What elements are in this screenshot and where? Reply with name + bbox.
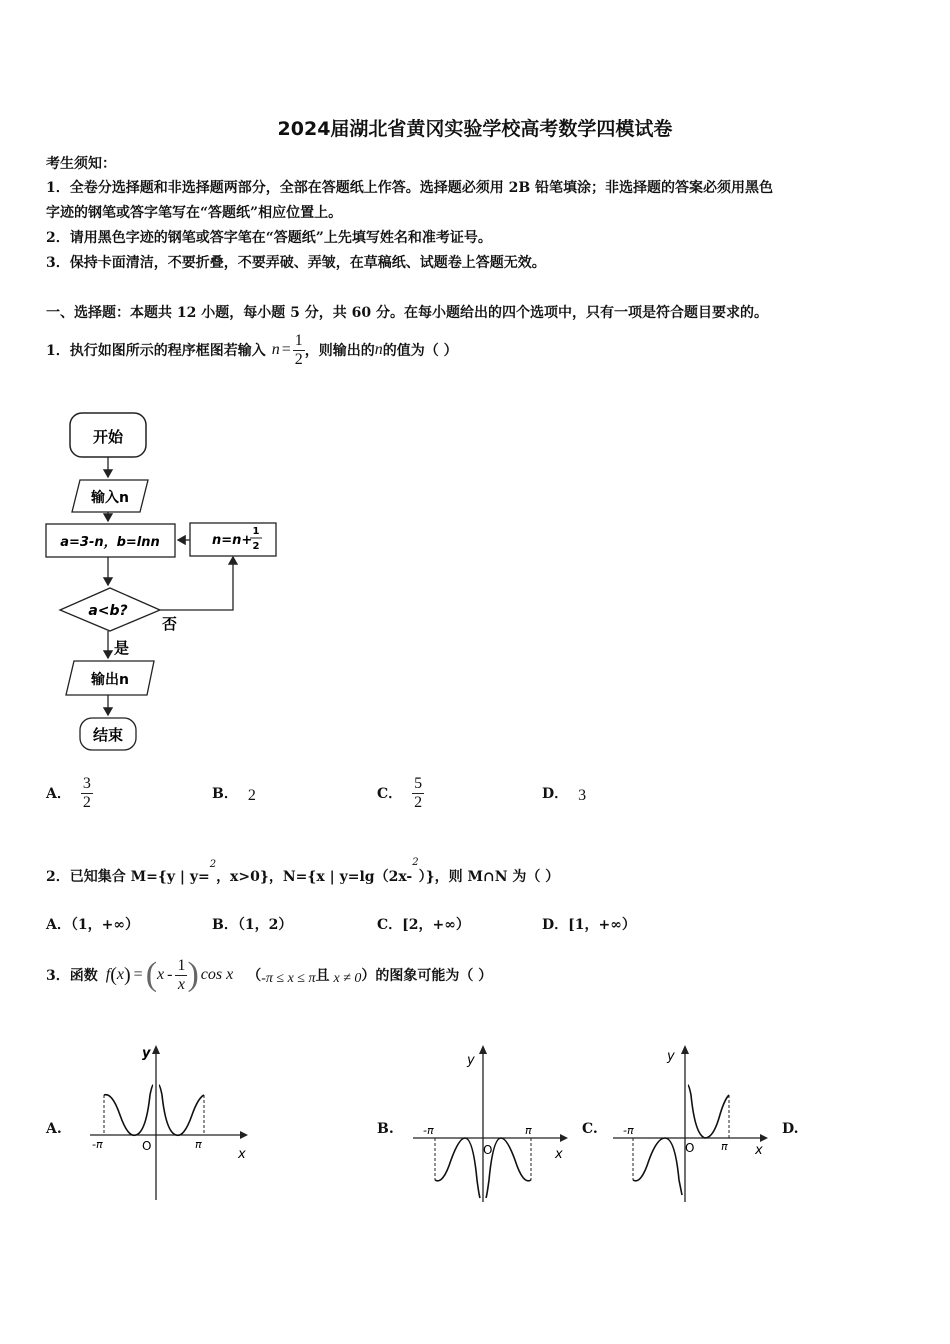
q3-minus: - <box>167 966 173 983</box>
q1-input-fraction <box>293 332 305 369</box>
notice-line-1b: 字迹的钢笔或答字笔写在“答题纸”相应位置上。 <box>46 205 343 221</box>
q2-option-d-label: D． <box>542 917 569 933</box>
graph-a-pi-label: π <box>195 1138 202 1151</box>
q3-graph-b <box>405 1040 580 1205</box>
q2-option-c-value: [2，+∞） <box>402 917 470 933</box>
q1-option-a-label: A． <box>46 786 71 802</box>
question-3-stem <box>46 950 492 1000</box>
q3-prefix: 3．函数 <box>46 968 98 984</box>
q3-big-paren-close: ) <box>187 956 199 993</box>
notice-line-3: 3．保持卡面清洁，不要折叠，不要弄破、弄皱，在草稿纸、试题卷上答题无效。 <box>46 255 546 271</box>
graph-c-neg-pi-label: -π <box>623 1124 634 1137</box>
flow-output-label: 输出n <box>91 672 129 688</box>
q2-sup-1: 2 <box>209 859 217 871</box>
q3-cond-open: （ <box>247 968 262 984</box>
q2-option-a[interactable] <box>46 914 139 934</box>
q3-frac-num: 1 <box>177 956 186 974</box>
graph-b-x-label: x <box>555 1147 563 1162</box>
flow-update-label: n=n+ <box>212 533 253 548</box>
q2-sup-2: 2 <box>412 857 419 869</box>
q1-option-a-num: 3 <box>82 774 91 792</box>
q1-option-c-fraction <box>412 775 424 812</box>
q1-option-d[interactable] <box>542 770 586 816</box>
q1-option-b[interactable] <box>212 770 256 816</box>
flow-assign-label: a=3-n，b=lnn <box>60 535 160 550</box>
graph-b-pi-label: π <box>525 1124 532 1137</box>
graph-b-origin-label: O <box>483 1143 493 1157</box>
q2-option-a-value: （1，+∞） <box>70 917 140 933</box>
flow-no-label: 否 <box>162 615 178 633</box>
q3-cond-and: 且 <box>315 968 330 984</box>
q3-option-b-label[interactable]: B. <box>377 1121 394 1137</box>
q3-cond-range: -π ≤ x ≤ π <box>261 971 316 986</box>
q1-option-a[interactable] <box>46 770 93 816</box>
q2-stem-a: 2．已知集合 M={y | y= <box>46 869 210 885</box>
q3-graph-a <box>80 1040 265 1205</box>
graph-c-pi-label: π <box>721 1140 728 1153</box>
q1-frac-num: 1 <box>294 331 303 349</box>
q1-option-c[interactable] <box>377 770 424 816</box>
page-title: 2024届湖北省黄冈实验学校高考数学四模试卷 <box>277 118 673 140</box>
q3-x-2: x <box>157 966 165 983</box>
q2-option-b-label: B． <box>212 917 238 933</box>
q2-option-d-value: [1，+∞） <box>568 917 636 933</box>
q1-option-b-label: B． <box>212 786 238 802</box>
flow-yes-label: 是 <box>114 639 130 657</box>
q2-option-c[interactable] <box>377 914 470 934</box>
flow-end-label: 结束 <box>92 726 124 744</box>
notice-line-2: 2．请用黑色字迹的钢笔或答字笔在“答题纸”上先填写姓名和准考证号。 <box>46 230 492 246</box>
graph-a-x-label: x <box>238 1147 246 1162</box>
q1-suffix-var: n <box>374 341 383 358</box>
q1-var-n: n <box>271 341 280 358</box>
q3-suffix: ）的图象可能为（ ） <box>361 968 493 984</box>
question-2-stem <box>46 857 560 886</box>
q2-stem-c: ）}，则 M∩N 为（ ） <box>418 869 560 885</box>
q1-option-d-value: 3 <box>578 787 587 804</box>
graph-a-origin-label: O <box>142 1139 152 1153</box>
graph-b-neg-pi-label: -π <box>423 1124 434 1137</box>
q3-option-a-label[interactable]: A. <box>46 1121 62 1137</box>
q2-stem-b: ，x>0}，N={x | y=lg（2x- <box>216 869 413 885</box>
flow-update-num: 1 <box>252 526 260 537</box>
q1-option-d-label: D． <box>542 786 569 802</box>
q3-f: f <box>105 966 111 983</box>
q1-option-c-den: 2 <box>414 793 423 811</box>
q1-frac-den: 2 <box>294 350 303 368</box>
q2-option-b-value: （1，2） <box>237 917 293 933</box>
q3-option-d-label[interactable]: D. <box>782 1121 799 1137</box>
q3-option-c-label[interactable]: C. <box>582 1121 598 1137</box>
q3-cos: cos x <box>200 966 234 983</box>
q1-prefix: 1．执行如图所示的程序框图若输入 <box>46 343 266 359</box>
graph-c-y-label: y <box>667 1049 675 1064</box>
q1-eq: = <box>281 341 291 358</box>
q1-option-c-num: 5 <box>414 774 423 792</box>
q3-frac-den: x <box>175 975 187 994</box>
q1-option-b-value: 2 <box>247 787 256 804</box>
graph-a-y-label: y <box>142 1046 151 1061</box>
q2-option-c-label: C． <box>377 917 403 933</box>
flow-input-label: 输入n <box>91 490 129 506</box>
q1-suffix-a: ，则输出的 <box>304 343 375 359</box>
q3-fraction <box>175 957 187 994</box>
q1-option-a-fraction <box>81 775 93 812</box>
q2-option-b[interactable] <box>212 914 292 934</box>
flow-condition-label: a<b? <box>88 603 128 619</box>
q3-eq: = <box>133 966 143 983</box>
notice-heading: 考生须知： <box>46 156 116 172</box>
graph-c-origin-label: O <box>685 1141 695 1155</box>
q1-suffix-b: 的值为（ ） <box>382 343 458 359</box>
q1-option-a-den: 2 <box>82 793 91 811</box>
graph-c-x-label: x <box>755 1143 763 1158</box>
flow-start-label: 开始 <box>92 428 124 446</box>
q3-x: x <box>116 966 124 983</box>
flow-update-den: 2 <box>252 541 260 552</box>
question-1-stem <box>46 328 458 372</box>
graph-a-neg-pi-label: -π <box>92 1138 103 1151</box>
q1-option-c-label: C． <box>377 786 403 802</box>
q3-paren-close: ) <box>123 963 131 986</box>
q3-cond-nonzero: x ≠ 0 <box>333 971 362 986</box>
section-heading: 一、选择题：本题共 12 小题，每小题 5 分，共 60 分。在每小题给出的四个选项中，只有一项是符合题目要求的。 <box>46 305 768 321</box>
q3-paren-open: ( <box>110 963 117 986</box>
notice-line-1a: 1．全卷分选择题和非选择题两部分，全部在答题纸上作答。选择题必须用 2B 铅笔填涂；非选择题的答案必须用黑色 <box>46 180 774 196</box>
q2-option-d[interactable] <box>542 914 636 934</box>
graph-b-y-label: y <box>467 1053 475 1068</box>
q2-option-a-label: A． <box>46 917 71 933</box>
q3-graph-c <box>605 1040 780 1205</box>
q3-big-paren-open: ( <box>145 956 158 993</box>
flowchart <box>40 405 290 760</box>
